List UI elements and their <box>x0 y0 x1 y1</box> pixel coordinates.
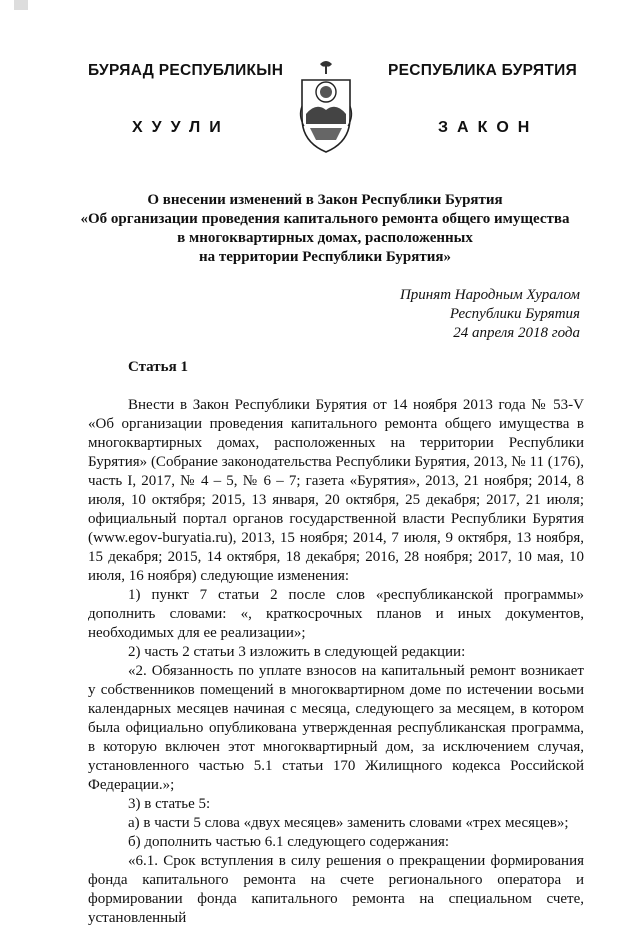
law-title <box>60 191 590 267</box>
body-paragraph: «6.1. Срок вступления в силу решения о прекращении формирования фонда капитального ремонта на счете регионального оператора и формировании фонда капитального ремонта на специальном счете, установленный <box>88 853 584 926</box>
law-title-line: в многоквартирных домах, расположенных <box>177 230 473 246</box>
body-paragraph: а) в части 5 слова «двух месяцев» заменить словами «трех месяцев»; <box>128 815 569 831</box>
header-right-law: ЗАКОН <box>438 119 539 136</box>
law-title-line: на территории Республики Бурятия» <box>198 249 452 265</box>
header-left-law: ХУУЛИ <box>132 119 230 136</box>
adoption-line: Принят Народным Хуралом <box>399 287 580 303</box>
article-heading: Статья 1 <box>128 359 188 375</box>
body-paragraph: б) дополнить частью 6.1 следующего содержания: <box>128 834 450 850</box>
adoption-date: 24 апреля 2018 года <box>453 325 580 341</box>
adoption-note <box>400 286 580 343</box>
adoption-line: Республики Бурятия <box>449 306 580 322</box>
body-paragraph: Внести в Закон Республики Бурятия от 14 ноября 2013 года № 53-V «Об организации проведения капитального ремонта общего имущества в многоквартирных домах, расположенных на территории Республики Бурятия» (Собрание законодательства Республики Бурятия, 2013, № 11 (176), часть I, 2017, № 4 – 5, № 6 – 7; газета «Бурятия», 2013, 21 ноября; 2014, 8 июля, 10 октября; 2015, 13 января, 20 октября, 25 декабря; 2017, 21 июля; официальный портал органов государственной власти Республики Бурятия (www.egov-buryatia.ru), 2013, 15 ноября; 2014, 7 июля, 9 октября, 13 ноября, 15 декабря; 2015, 14 октября, 18 декабря; 2016, 28 ноября; 2017, 10 мая, 10 июля, 16 ноября) следующие изменения: <box>88 397 584 584</box>
body-paragraph: 1) пункт 7 статьи 2 после слов «республиканской программы» дополнить словами: «, краткосрочных планов и иных документов, необходимых для ее реализации»; <box>88 587 584 641</box>
coat-of-arms-emblem <box>296 58 356 154</box>
header-right-title: РЕСПУБЛИКА БУРЯТИЯ <box>388 62 578 79</box>
article-body <box>88 396 584 928</box>
header-left-title: БУРЯАД РЕСПУБЛИКЫН <box>88 62 284 79</box>
law-title-line: О внесении изменений в Закон Республики Бурятия <box>147 192 503 208</box>
law-title-line: «Об организации проведения капитального ремонта общего имущества <box>80 211 570 227</box>
body-paragraph: 3) в статье 5: <box>128 796 211 812</box>
body-paragraph: «2. Обязанность по уплате взносов на капитальный ремонт возникает у собственников помещений в многоквартирном доме по истечении восьми календарных месяцев начиная с месяца, следующего за месяцем, в котором была официально опубликована утвержденная республиканская программа, в которую включен этот многоквартирный дом, за исключением случая, установленного частью 5.1 статьи 170 Жилищного кодекса Российской Федерации.»; <box>88 663 584 793</box>
scan-smudge <box>14 0 28 10</box>
body-paragraph: 2) часть 2 статьи 3 изложить в следующей редакции: <box>128 644 466 660</box>
